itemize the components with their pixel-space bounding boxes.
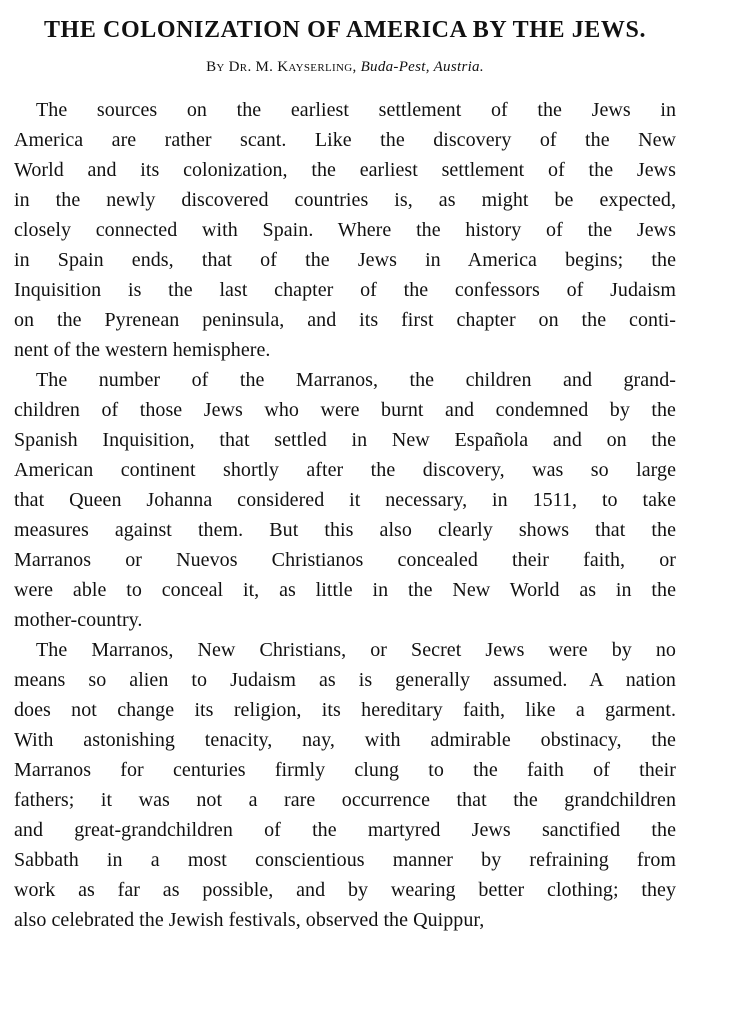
text-line: means so alien to Judaism as is generally assumed. A nation [14,669,676,691]
byline-author: By Dr. M. Kayserling, [206,59,357,75]
text-line: Spanish Inquisition, that settled in New Española and on the [14,429,676,451]
text-line: on the Pyrenean peninsula, and its first chapter on the conti- [14,309,676,331]
text-line: American continent shortly after the discovery, was so large [14,459,676,481]
text-line: fathers; it was not a rare occurrence that the grandchildren [14,789,676,811]
paragraph [14,365,676,635]
text-line: work as far as possible, and by wearing better clothing; they [14,879,676,901]
paragraph [14,95,676,365]
text-line: in the newly discovered countries is, as might be expected, [14,189,676,211]
text-line: that Queen Johanna considered it necessary, in 1511, to take [14,489,676,511]
article-byline [14,57,676,77]
text-line: closely connected with Spain. Where the history of the Jews [14,219,676,241]
text-line: With astonishing tenacity, nay, with admirable obstinacy, the [14,729,676,751]
document-page [14,16,676,935]
text-line: children of those Jews who were burnt and condemned by the [14,399,676,421]
paragraph [14,635,676,935]
text-line: America are rather scant. Like the discovery of the New [14,129,676,151]
text-line: does not change its religion, its hereditary faith, like a garment. [14,699,676,721]
article-title: THE COLONIZATION OF AMERICA BY THE JEWS. [43,17,647,43]
text-line: Marranos for centuries firmly clung to the faith of their [14,759,676,781]
text-line: and great-grandchildren of the martyred Jews sanctified the [14,819,676,841]
text-line: The Marranos, New Christians, or Secret Jews were by no [36,639,676,661]
text-line: World and its colonization, the earliest settlement of the Jews [14,159,676,181]
text-line: The sources on the earliest settlement of the Jews in [36,99,676,121]
text-line: The number of the Marranos, the children and grand- [36,369,676,391]
text-line: Marranos or Nuevos Christianos concealed their faith, or [14,549,676,571]
byline-location: Buda-Pest, Austria. [360,59,484,75]
text-line: were able to conceal it, as little in the New World as in the [14,579,676,601]
text-line: measures against them. But this also clearly shows that the [14,519,676,541]
text-line: Sabbath in a most conscientious manner by refraining from [14,849,676,871]
text-line: nent of the western hemisphere. [14,339,271,361]
article-body [14,95,676,935]
text-line: Inquisition is the last chapter of the confessors of Judaism [14,279,676,301]
text-line: in Spain ends, that of the Jews in America begins; the [14,249,676,271]
text-line: also celebrated the Jewish festivals, observed the Quippur, [14,909,485,931]
text-line: mother-country. [14,609,143,631]
